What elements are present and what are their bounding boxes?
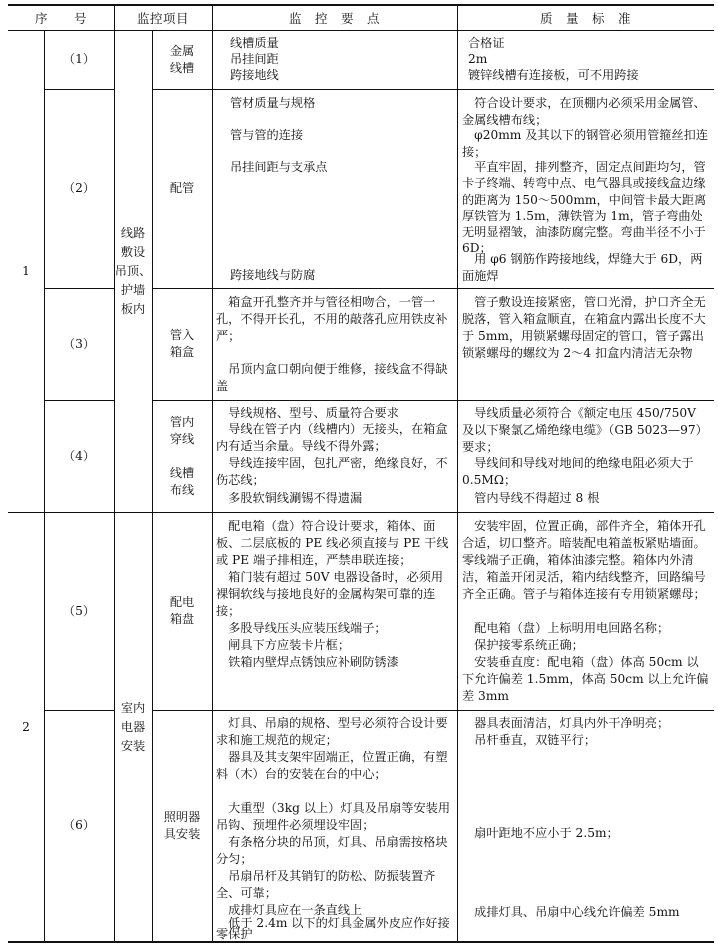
header-points: 监 控 要 点: [288, 10, 380, 26]
row-1-number: （1）: [62, 52, 96, 66]
row-5-standard-1: 安装牢固，位置正确，部件齐全，箱体开孔合适，切口整齐。暗装配电箱盖板紧贴墙面。零线端子正确，箱体油漆完整。箱体内外清洁，箱盖开闭灵活，箱内结线整齐，回路编号齐全正确。管子与箱体连接有专用锁紧螺母；: [462, 519, 706, 601]
row-6-point-6: 成排灯具应在一条直线上: [216, 903, 363, 917]
row-3-number: （3）: [62, 336, 96, 351]
row-2-point-4: 跨接地线与防腐: [230, 268, 316, 282]
rule-row3-bottom-right: [152, 400, 714, 401]
row-4-item: 管内 穿线 线槽 布线: [169, 414, 195, 497]
row-2-standard-1: 符合设计要求，在顶棚内必须采用金属管、金属线槽布线；: [462, 96, 706, 127]
row-6-item: 照明器 具安装: [163, 809, 201, 841]
row-5-number: （5）: [62, 603, 96, 618]
row-6-point-5: 吊扇吊杆及其销钉的防松、防振装置齐全、可靠；: [216, 869, 436, 900]
header-standard: 质 量 标 准: [539, 10, 631, 26]
row-3-standard-1: 管子敷设连接紧密，管口光滑，护口齐全无脱落，管入箱盒顺直，在箱盒内露出长度不大于 5mm，用锁紧螺母固定的管口，管子露出锁紧螺母的螺纹为 2～4 扣盒内清洁无杂物: [462, 295, 706, 360]
row-1-standard-1: 合格证: [468, 36, 505, 50]
row-4-number: （4）: [62, 448, 96, 463]
row-6-point-2: 器具及其支架牢固端正，位置正确，有塑料（木）台的安装在台的中心；: [216, 750, 448, 781]
row-4-point-3: 导线连接牢固，包扎严密，绝缘良好，不伤芯线；: [216, 456, 448, 487]
row-1-point-3: 跨接地线: [230, 68, 279, 82]
row-6-standard-2: 吊杆垂直，双链平行；: [462, 733, 597, 747]
row-2-standard-4: 用 φ6 钢筋作跨接地线，焊缝大于 6D，两面施焊: [462, 252, 703, 283]
row-6-standard-3: 扇叶距地不应小于 2.5m；: [462, 826, 619, 840]
row-6-point-3: 大重型（3kg 以上）灯具及吊扇等安装用吊钩、预埋件必须埋设牢固；: [216, 801, 451, 832]
row-2-item: 配管: [169, 181, 195, 195]
group-2-category: 室内 电器 安装: [120, 700, 146, 753]
rule-item-points: [212, 4, 213, 942]
row-5-point-3: 多股导线压头应装压线端子；: [216, 621, 387, 635]
row-3-item: 管入 箱盒: [169, 328, 195, 359]
row-6-point-4: 有条格分块的吊顶，灯具、吊扇需按格块分匀；: [216, 835, 448, 866]
row-2-standard-3: 平直牢固，排列整齐，固定点间距均匀，管卡子终端、转弯中点、电气器具或接线盒边缘的距离为 150～500mm，中间管卡最大距离厚铁管为 1.5m，薄铁管为 1m，管子弯曲处无明显褶皱，油漆防腐完整。弯曲半径不小于 6D；: [462, 160, 707, 256]
row-4-standard-3: 管内导线不得超过 8 根: [462, 491, 600, 505]
row-6-point-7: 低于 2.4m 以下的灯具金属外皮应作好接零保护: [216, 916, 450, 941]
row-4-point-4: 多股软铜线涮锡不得遗漏: [216, 491, 363, 505]
row-2-standard-2: φ20mm 及其以下的钢管必须用管箍丝扣连接；: [462, 128, 709, 159]
row-5-point-1: 配电箱（盘）符合设计要求，箱体、面板、二层底板的 PE 线必须直接与 PE 干线或 PE 端子排相连，严禁串联连接；: [216, 519, 449, 567]
row-5-standard-4: 安装垂直度：配电箱（盘）体高 50cm 以下允许偏差 1.5mm，体高 50cm 以上允许偏差 3mm: [462, 655, 709, 703]
row-4-point-1: 导线规格、型号、质量符合要求: [216, 406, 399, 420]
rule-row5-bottom-right: [152, 710, 714, 711]
row-6-point-1: 灯具、吊扇的规格、型号必须符合设计要求和施工规范的规定；: [216, 716, 448, 747]
row-1-point-1: 线槽质量: [230, 36, 279, 50]
group-2-number: 2: [22, 719, 30, 734]
row-3-point-2: 吊顶内盒口朝向便于维修，接线盒不得缺盖: [216, 362, 448, 393]
row-5-point-2: 箱门装有超过 50V 电器设备时，必须用裸铜软线与接地良好的金属构架可靠的连接；: [216, 570, 444, 618]
row-5-point-5: 铁箱内壁焊点锈蚀应补刷防锈漆: [216, 655, 399, 669]
row-6-standard-4: 成排灯具、吊扇中心线允许偏差 5mm: [462, 905, 680, 919]
row-2-point-1: 管材质量与规格: [230, 96, 316, 110]
row-5-standard-3: 保护接零系统正确；: [462, 638, 584, 652]
rule-row1-bottom-right: [152, 89, 714, 90]
row-2-point-2: 管与管的连接: [230, 128, 304, 142]
row-3-point-1: 箱盒开孔整齐并与管径相吻合，一管一孔，不得开长孔，不用的敲落孔应用铁皮补严；: [216, 295, 448, 343]
row-1-standard-3: 镀锌线槽有连接板，可不用跨接: [468, 68, 639, 82]
row-2-point-3: 吊挂间距与支承点: [230, 160, 328, 174]
group-1-category: 线路 敷设 吊顶、 护墙 板内: [114, 225, 152, 316]
row-5-item: 配电 箱盘: [169, 595, 195, 626]
rule-row2-bottom-right: [152, 288, 714, 289]
row-4-standard-1: 导线质量必须符合《额定电压 450/750V 及以下聚氯乙烯绝缘电缆》（GB 5023—97）要求；: [462, 406, 708, 454]
row-5-standard-2: 配电箱（盘）上标明用电回路名称；: [462, 621, 670, 635]
row-6-standard-1: 器具表面清洁，灯具内外干净明亮；: [462, 716, 670, 730]
row-4-point-2: 导线在管子内（线槽内）无接头，在箱盒内有适当余量。导线不得外露；: [216, 422, 448, 453]
row-1-item: 金属 线槽: [169, 43, 195, 75]
group-1-number: 1: [22, 263, 30, 278]
row-4-standard-2: 导线间和导线对地间的绝缘电阻必须大于 0.5MΩ；: [462, 456, 694, 487]
row-5-point-4: 闸具下方应装卡片框；: [216, 638, 351, 652]
row-2-number: （2）: [62, 181, 96, 195]
row-1-standard-2: 2m: [468, 52, 488, 66]
rule-points-standard: [457, 4, 458, 942]
row-6-number: （6）: [62, 818, 96, 832]
row-1-point-2: 吊挂间距: [230, 52, 279, 66]
header-seq: 序 号: [34, 10, 87, 26]
header-item: 监控项目: [136, 10, 189, 26]
